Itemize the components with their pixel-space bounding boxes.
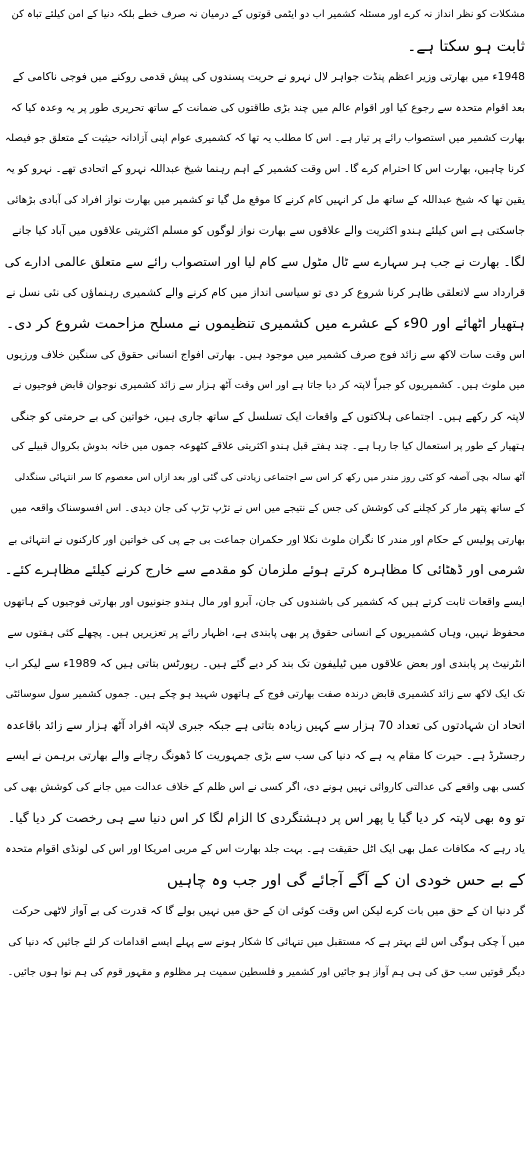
text-line: میں آ چکی ہوگی اس لئے بہتر ہے کہ مستقبل میں تنہائی کا شکار ہونے سے پہلے ایسے اقدامات کر لئے جائیں کہ دنیا کی — [8, 935, 525, 948]
text-line: ہتھیار اٹھائے اور 90ء کے عشرے میں کشمیری تنظیموں نے مسلح مزاحمت شروع کر دی۔ — [5, 315, 525, 332]
text-line: لاپتہ کر رکھے ہیں۔ اجتماعی ہلاکتوں کے واقعات ایک تسلسل کے ساتھ جاری ہیں، خواتین کی بے حرمتی کو جنگی — [10, 409, 525, 423]
paragraph-intro — [4, 0, 525, 62]
paragraph-conclusion — [4, 896, 525, 989]
text-line: شرمی اور ڈھٹائی کا مظاہرہ کرتے ہوئے ملزمان کو مقدمے سے خارج کرنے کیلئے مظاہرے کئے۔ — [4, 563, 525, 579]
text-line: تو وہ بھی لاپتہ کر دیا گیا یا پھر اس پر دہشتگردی کا الزام لگا کر اس دنیا سے ہی رخصت کر دیا گیا۔ — [7, 810, 525, 826]
text-line: آٹھ سالہ بچی آصفہ کو کئی روز مندر میں رکھ کر اس سے اجتماعی زیادتی کی گئی اور بعد ازاں اس معصوم کا سر انتہائی سنگدلی — [14, 472, 525, 484]
text-line: رجسٹرڈ ہے۔ حیرت کا مقام یہ ہے کہ دنیا کی سب سے بڑی جمہوریت کا ڈھونگ رچانے والے بھارتی برہمن نے ایسے — [6, 749, 525, 763]
text-line: اس وقت سات لاکھ سے زائد فوج صرف کشمیر میں موجود ہیں۔ بھارتی افواج انسانی حقوق کی سنگین خلاف ورزیوں — [6, 348, 525, 361]
text-line: کے ساتھ پتھر مار کر کچلنے کی کوشش کی جس کے نتیجے میں اس نے تڑپ تڑپ کی جان دیدی۔ اس افسوسناک واقعہ میں — [10, 503, 525, 515]
text-line: دیگر قوتیں سب حق کی ہی ہم آواز ہو جائیں اور کشمیر و فلسطین سمیت ہر مظلوم و مقہور قوم کی ہم نوا ہوں جائیں۔ — [7, 966, 525, 978]
text-line: بھارتی پولیس کے حکام اور مندر کا نگران ملوث نکلا اور حکمران جماعت بی جے پی کی خواتین اور کارکنوں نے انتہائی بے — [8, 534, 525, 547]
text-line: لگا۔ بھارت نے جب ہر سہارے سے ٹال مٹول سے کام لیا اور استصواب رائے سے متعلق عالمی ادارے کی — [4, 254, 525, 270]
text-line: انٹرنیٹ پر پابندی اور بعض علاقوں میں ٹیلیفون تک بند کر دیے گئے ہیں۔ رپورٹس بتاتی ہیں کہ 1989ء سے لیکر اب — [4, 656, 525, 670]
text-line: کسی بھی واقعے کی عدالتی کاروائی نہیں ہونے دی، اگر کسی نے اس ظلم کے خلاف عدالت میں جانے کی کوشش بھی کی — [4, 781, 525, 794]
text-line: مشکلات کو نظر انداز نہ کرے اور مسئلہ کشمیر اب دو ایٹمی قوتوں کے درمیان نہ صرف خطے بلکہ دنیا کے امن کیلئے تباہ کن — [11, 9, 525, 20]
paragraph-incidents — [4, 587, 525, 834]
text-line: 1948ء میں بھارتی وزیر اعظم پنڈت جواہر لال نہرو نے حریت پسندوں کی پیش قدمی روکنے میں فوجی ناکامی کے — [12, 69, 525, 83]
text-line: ہتھیار کے طور پر استعمال کیا جا رہا ہے۔ چند ہفتے قبل ہندو اکثریتی علاقے کٹھوعہ جموں میں خانہ بدوش بکروال قبیلے کی — [11, 441, 525, 453]
text-line: ایسے واقعات ثابت کرتے ہیں کہ کشمیر کی باشندوں کی جان، آبرو اور مال ہندو جنونیوں اور بھارتی فوجیوں کے ہاتھوں — [4, 595, 525, 608]
text-line: کے بے حس خودی ان کے آگے آجائے گی اور جب وہ چاہیں — [166, 870, 525, 889]
text-line: قرارداد سے لاتعلقی ظاہر کرنا شروع کر دی تو سیاسی انداز میں کام کرنے والے کشمیری رہنماؤں کی نئی نسل نے — [6, 286, 525, 300]
text-line: جاسکتی ہے اس کیلئے ہندو اکثریت والے علاقوں سے بھارت نواز لوگوں کو مسلم اکثریتی علاقوں میں آباد کیا جانے — [12, 224, 525, 238]
text-line: بعد اقوام متحدہ سے رجوع کیا اور اقوام عالم میں چند بڑی طاقتوں کی ضمانت کے ساتھ تحریری طور پر یہ وعدہ کیا کہ — [10, 101, 525, 114]
text-line: محفوظ نہیں، وہاں کشمیریوں کے انسانی حقوق پر بھی پابندی ہے، اظہار رائے پر تعزیریں ہیں۔ پچھلے کئی ہفتوں سے — [7, 626, 525, 639]
text-line: کرنا چاہیں، بھارت اس کا احترام کرے گا۔ اس وقت کشمیر کے اہم رہنما شیخ عبداللہ نہرو کے اتحادی تھے۔ نہرو کو یہ — [5, 163, 525, 176]
text-line: یاد رہے کہ مکافات عمل بھی ایک اٹل حقیقت ہے۔ بہت جلد بھارت اس کے مربی امریکا اور اس کی لونڈی اقوام متحدہ — [5, 843, 525, 856]
text-line: گر دنیا ان کے حق میں بات کرے لیکن اس وقت کوئی ان کے حق میں نہیں بولے گا کہ قدرت کی بے آواز لاٹھی حرکت — [12, 903, 525, 917]
paragraph-1948 — [4, 62, 525, 340]
text-line: تک ایک لاکھ سے زائد کشمیری قابض درندہ صفت بھارتی فوج کے ہاتھوں شہید ہو چکے ہیں۔ جموں کشمیر سول سوسائٹی — [5, 688, 525, 700]
paragraph-troops — [4, 340, 525, 587]
text-line: یقین تھا کہ شیخ عبداللہ کے ساتھ مل کر انہیں کام کرنے کا موقع مل گیا تو کشمیر میں بھارت نواز افراد کی آبادی بڑھائی — [6, 194, 525, 207]
text-line: میں ملوث ہیں۔ کشمیریوں کو جبراً لاپتہ کر دیا جاتا ہے اور اس وقت آٹھ ہزار سے زائد کشمیری نوجوان قابض فوجیوں نے — [12, 379, 525, 391]
text-line: اتحاد ان شہادتوں کی تعداد 70 ہزار سے کہیں زیادہ بتاتی ہے جبکہ جبری لاپتہ افراد آٹھ ہزار سے زائد باقاعدہ — [6, 718, 525, 733]
text-line: بھارت کشمیر میں استصواب رائے پر تیار ہے۔ اس کا مطلب یہ تھا کہ کشمیری عوام اپنی آزادانہ حیثیت کے متعلق جو فیصلہ — [5, 132, 525, 144]
paragraph-retribution — [4, 834, 525, 896]
text-line: ثابت ہو سکتا ہے۔ — [407, 36, 525, 55]
